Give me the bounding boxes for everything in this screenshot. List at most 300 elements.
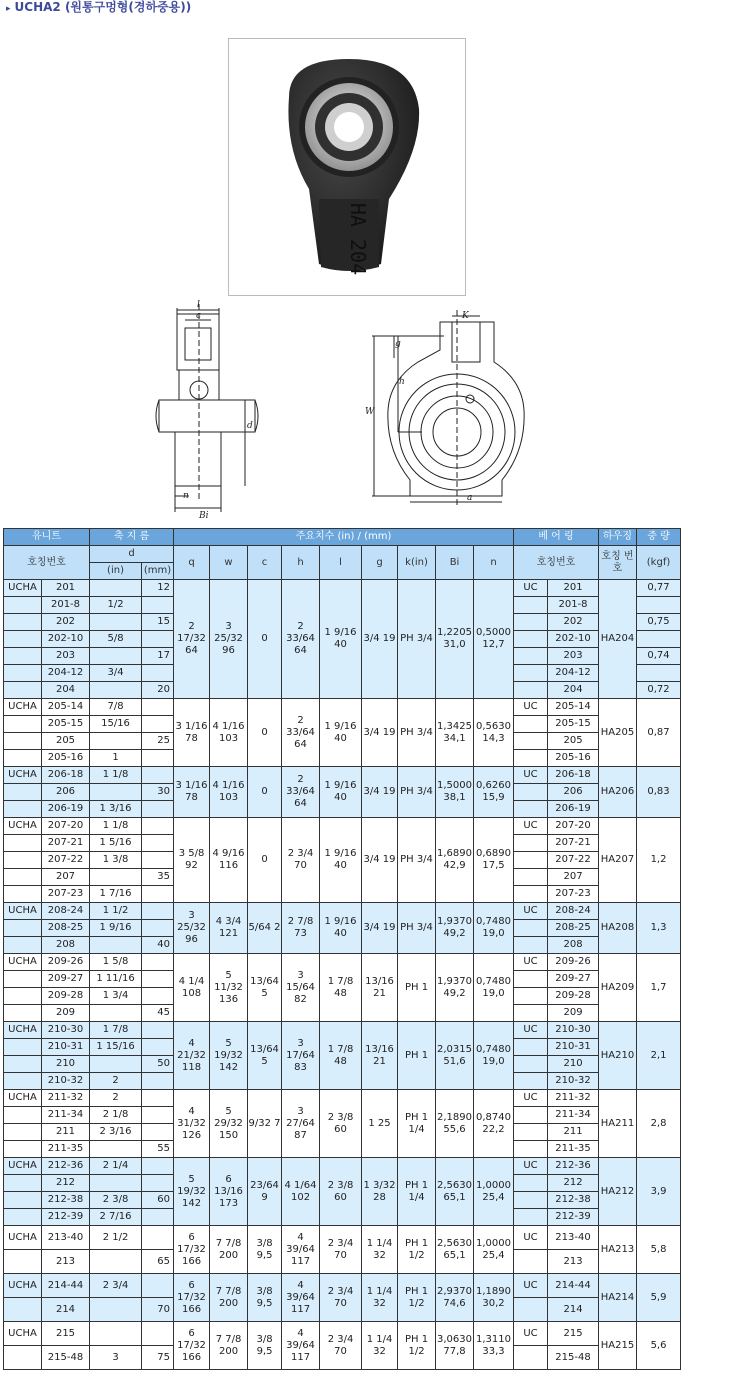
dim-g-cell: 3/4 19	[362, 818, 398, 903]
bearing-series-cell	[514, 1056, 548, 1073]
dim-w-cell: 4 1/16 103	[210, 767, 248, 818]
photo-stamp: HA 204	[346, 202, 370, 276]
bearing-number-cell: 207-23	[548, 886, 599, 903]
unit-group	[4, 954, 681, 1022]
shaft-in-cell: 2 1/2	[90, 1226, 142, 1250]
dim-h-cell: 2 33/64 64	[282, 580, 320, 699]
dim-l-cell: 2 3/4 70	[320, 1226, 362, 1274]
bearing-series-cell: UC	[514, 580, 548, 597]
label-k: K	[462, 311, 469, 321]
header-housing-no: 호칭 번호	[599, 546, 637, 580]
header-shaft: 축 지 름	[90, 529, 174, 546]
shaft-in-cell: 1 3/8	[90, 852, 142, 869]
bearing-series-cell	[514, 886, 548, 903]
dim-q-cell: 4 31/32 126	[174, 1090, 210, 1158]
dim-k-cell: PH 1 1/2	[398, 1226, 436, 1274]
dim-h-cell: 4 39/64 117	[282, 1274, 320, 1322]
unit-series-cell	[4, 1141, 42, 1158]
unit-number-cell: 205-16	[42, 750, 90, 767]
dim-w-cell: 3 25/32 96	[210, 580, 248, 699]
unit-number-cell: 204	[42, 682, 90, 699]
dim-w-cell: 7 7/8 200	[210, 1226, 248, 1274]
unit-number-cell: 210	[42, 1056, 90, 1073]
shaft-in-cell	[90, 1005, 142, 1022]
bearing-series-cell	[514, 665, 548, 682]
dim-h-cell: 4 39/64 117	[282, 1322, 320, 1370]
dim-l-cell: 2 3/8 60	[320, 1158, 362, 1226]
bearing-series-cell	[514, 1124, 548, 1141]
shaft-mm-cell	[142, 818, 174, 835]
dim-n-cell: 0,6890 17,5	[474, 818, 514, 903]
shaft-mm-cell	[142, 665, 174, 682]
unit-number-cell: 211-34	[42, 1107, 90, 1124]
dim-k-cell: PH 3/4	[398, 818, 436, 903]
bearing-series-cell	[514, 1107, 548, 1124]
dim-w-cell: 4 9/16 116	[210, 818, 248, 903]
unit-number-cell: 214-44	[42, 1274, 90, 1298]
dim-q-cell: 4 1/4 108	[174, 954, 210, 1022]
shaft-mm-cell	[142, 1209, 174, 1226]
dim-bi-cell: 1,9370 49,2	[436, 903, 474, 954]
bearing-number-cell: 204-12	[548, 665, 599, 682]
unit-series-cell	[4, 869, 42, 886]
dim-bi-cell: 1,2205 31,0	[436, 580, 474, 699]
header-bearing-no: 호칭번호	[514, 546, 599, 580]
header-col-g: g	[362, 546, 398, 580]
weight-cell: 1,3	[637, 903, 681, 954]
bearing-series-cell	[514, 920, 548, 937]
unit-number-cell: 202	[42, 614, 90, 631]
dim-c-cell: 3/8 9,5	[248, 1322, 282, 1370]
bearing-number-cell: 201-8	[548, 597, 599, 614]
unit-series-cell	[4, 648, 42, 665]
dim-k-cell: PH 1	[398, 954, 436, 1022]
shaft-in-cell: 1 3/16	[90, 801, 142, 818]
bearing-series-cell	[514, 631, 548, 648]
housing-number-cell: HA215	[599, 1322, 637, 1370]
unit-series-cell: UCHA	[4, 1226, 42, 1250]
header-col-k: k(in)	[398, 546, 436, 580]
dim-h-cell: 4 1/64 102	[282, 1158, 320, 1226]
unit-series-cell: UCHA	[4, 1090, 42, 1107]
unit-number-cell: 205-14	[42, 699, 90, 716]
shaft-in-cell	[90, 1175, 142, 1192]
dim-c-cell: 5/64 2	[248, 903, 282, 954]
weight-cell: 5,8	[637, 1226, 681, 1274]
bearing-number-cell: 214	[548, 1298, 599, 1322]
shaft-mm-cell	[142, 988, 174, 1005]
shaft-in-cell	[90, 1250, 142, 1274]
unit-series-cell	[4, 597, 42, 614]
dim-k-cell: PH 1 1/4	[398, 1090, 436, 1158]
bearing-number-cell: 210	[548, 1056, 599, 1073]
shaft-mm-cell	[142, 1107, 174, 1124]
dim-q-cell: 3 1/16 78	[174, 699, 210, 767]
header-col-q: q	[174, 546, 210, 580]
housing-number-cell: HA213	[599, 1226, 637, 1274]
bearing-number-cell: 206	[548, 784, 599, 801]
dim-l-cell: 1 9/16 40	[320, 580, 362, 699]
unit-number-cell: 207	[42, 869, 90, 886]
shaft-in-cell	[90, 580, 142, 597]
header-housing: 하우징	[599, 529, 637, 546]
bearing-number-cell: 213-40	[548, 1226, 599, 1250]
shaft-in-cell: 1 1/8	[90, 767, 142, 784]
shaft-in-cell: 7/8	[90, 699, 142, 716]
dim-l-cell: 1 9/16 40	[320, 818, 362, 903]
housing-number-cell: HA206	[599, 767, 637, 818]
shaft-in-cell: 1 1/8	[90, 818, 142, 835]
unit-series-cell	[4, 920, 42, 937]
header-col-c: c	[248, 546, 282, 580]
unit-series-cell	[4, 733, 42, 750]
shaft-mm-cell: 55	[142, 1141, 174, 1158]
bearing-number-cell: 203	[548, 648, 599, 665]
shaft-mm-cell	[142, 852, 174, 869]
bearing-number-cell: 201	[548, 580, 599, 597]
bearing-series-cell	[514, 1141, 548, 1158]
unit-series-cell	[4, 1209, 42, 1226]
unit-series-cell	[4, 1005, 42, 1022]
unit-number-cell: 210-32	[42, 1073, 90, 1090]
bearing-number-cell: 204	[548, 682, 599, 699]
weight-cell: 2,1	[637, 1022, 681, 1090]
housing-number-cell: HA209	[599, 954, 637, 1022]
header-in: (in)	[90, 563, 142, 580]
bearing-series-cell	[514, 1209, 548, 1226]
bearing-number-cell: 213	[548, 1250, 599, 1274]
shaft-mm-cell	[142, 886, 174, 903]
housing-number-cell: HA207	[599, 818, 637, 903]
dim-h-cell: 3 17/64 83	[282, 1022, 320, 1090]
shaft-mm-cell	[142, 1073, 174, 1090]
bearing-number-cell: 208-25	[548, 920, 599, 937]
dim-w-cell: 4 3/4 121	[210, 903, 248, 954]
shaft-in-cell: 5/8	[90, 631, 142, 648]
product-photo	[228, 38, 466, 296]
bearing-number-cell: 209-28	[548, 988, 599, 1005]
bearing-number-cell: 205-16	[548, 750, 599, 767]
weight-cell	[637, 597, 681, 614]
bearing-number-cell: 209-26	[548, 954, 599, 971]
dim-c-cell: 0	[248, 580, 282, 699]
bearing-series-cell	[514, 1175, 548, 1192]
unit-series-cell: UCHA	[4, 1158, 42, 1175]
header-bearing: 베 어 링	[514, 529, 599, 546]
dim-n-cell: 0,6260 15,9	[474, 767, 514, 818]
dim-q-cell: 3 5/8 92	[174, 818, 210, 903]
shaft-mm-cell: 35	[142, 869, 174, 886]
shaft-in-cell: 1 5/16	[90, 835, 142, 852]
shaft-in-cell: 3	[90, 1346, 142, 1370]
unit-series-cell: UCHA	[4, 1274, 42, 1298]
dim-bi-cell: 2,0315 51,6	[436, 1022, 474, 1090]
bearing-number-cell: 205-14	[548, 699, 599, 716]
shaft-mm-cell: 45	[142, 1005, 174, 1022]
bearing-number-cell: 210-30	[548, 1022, 599, 1039]
weight-cell: 0,83	[637, 767, 681, 818]
shaft-mm-cell: 20	[142, 682, 174, 699]
dim-k-cell: PH 1	[398, 1022, 436, 1090]
unit-series-cell: UCHA	[4, 699, 42, 716]
shaft-mm-cell	[142, 1124, 174, 1141]
front-view-drawing	[362, 310, 542, 510]
shaft-in-cell: 1 15/16	[90, 1039, 142, 1056]
weight-cell: 1,2	[637, 818, 681, 903]
unit-series-cell	[4, 886, 42, 903]
bearing-number-cell: 207	[548, 869, 599, 886]
unit-group	[4, 1158, 681, 1226]
dim-g-cell: 13/16 21	[362, 954, 398, 1022]
bearing-series-cell: UC	[514, 1226, 548, 1250]
unit-series-cell: UCHA	[4, 903, 42, 920]
bullet-icon: ▸	[6, 4, 11, 14]
dim-n-cell: 0,5000 12,7	[474, 580, 514, 699]
unit-group	[4, 818, 681, 903]
shaft-mm-cell	[142, 1090, 174, 1107]
shaft-in-cell: 2 3/16	[90, 1124, 142, 1141]
bearing-series-cell	[514, 716, 548, 733]
unit-series-cell: UCHA	[4, 954, 42, 971]
dim-l-cell: 1 9/16 40	[320, 699, 362, 767]
bearing-series-cell	[514, 801, 548, 818]
shaft-in-cell	[90, 648, 142, 665]
shaft-in-cell	[90, 869, 142, 886]
dim-n-cell: 0,8740 22,2	[474, 1090, 514, 1158]
dim-n-cell: 1,3110 33,3	[474, 1322, 514, 1370]
dim-c-cell: 0	[248, 699, 282, 767]
unit-number-cell: 207-23	[42, 886, 90, 903]
unit-number-cell: 202-10	[42, 631, 90, 648]
shaft-mm-cell: 65	[142, 1250, 174, 1274]
dim-w-cell: 5 11/32 136	[210, 954, 248, 1022]
unit-number-cell: 215	[42, 1322, 90, 1346]
shaft-in-cell	[90, 1056, 142, 1073]
dim-k-cell: PH 1 1/2	[398, 1274, 436, 1322]
bearing-series-cell	[514, 869, 548, 886]
bearing-series-cell: UC	[514, 767, 548, 784]
unit-number-cell: 208-25	[42, 920, 90, 937]
unit-series-cell	[4, 835, 42, 852]
shaft-mm-cell	[142, 750, 174, 767]
dim-c-cell: 0	[248, 767, 282, 818]
unit-number-cell: 211	[42, 1124, 90, 1141]
unit-number-cell: 209-27	[42, 971, 90, 988]
bearing-series-cell: UC	[514, 699, 548, 716]
header-col-n: n	[474, 546, 514, 580]
dim-k-cell: PH 3/4	[398, 767, 436, 818]
weight-cell: 0,72	[637, 682, 681, 699]
bearing-series-cell	[514, 937, 548, 954]
bearing-number-cell: 209	[548, 1005, 599, 1022]
dim-l-cell: 2 3/8 60	[320, 1090, 362, 1158]
header-weight: 중 량	[637, 529, 681, 546]
bearing-series-cell	[514, 733, 548, 750]
shaft-mm-cell	[142, 1158, 174, 1175]
weight-cell: 0,87	[637, 699, 681, 767]
unit-number-cell: 212-39	[42, 1209, 90, 1226]
bearing-number-cell: 202	[548, 614, 599, 631]
unit-number-cell: 205-15	[42, 716, 90, 733]
shaft-mm-cell	[142, 767, 174, 784]
label-bi: Bi	[199, 511, 209, 521]
dim-l-cell: 1 9/16 40	[320, 767, 362, 818]
unit-series-cell: UCHA	[4, 1322, 42, 1346]
dim-g-cell: 1 25	[362, 1090, 398, 1158]
dim-n-cell: 0,7480 19,0	[474, 1022, 514, 1090]
bearing-number-cell: 208-24	[548, 903, 599, 920]
unit-number-cell: 212	[42, 1175, 90, 1192]
dim-l-cell: 1 7/8 48	[320, 1022, 362, 1090]
shaft-in-cell: 2 1/4	[90, 1158, 142, 1175]
unit-number-cell: 208	[42, 937, 90, 954]
unit-number-cell: 212-36	[42, 1158, 90, 1175]
unit-number-cell: 206-18	[42, 767, 90, 784]
dim-q-cell: 6 17/32 166	[174, 1226, 210, 1274]
shaft-mm-cell: 50	[142, 1056, 174, 1073]
shaft-mm-cell	[142, 920, 174, 937]
label-n: n	[183, 491, 189, 501]
dim-c-cell: 23/64 9	[248, 1158, 282, 1226]
shaft-mm-cell: 15	[142, 614, 174, 631]
dim-g-cell: 13/16 21	[362, 1022, 398, 1090]
bearing-number-cell: 205	[548, 733, 599, 750]
unit-series-cell	[4, 716, 42, 733]
table-row	[4, 1226, 681, 1250]
unit-number-cell: 208-24	[42, 903, 90, 920]
bearing-number-cell: 206-19	[548, 801, 599, 818]
dim-c-cell: 3/8 9,5	[248, 1274, 282, 1322]
unit-group	[4, 1274, 681, 1322]
bearing-series-cell	[514, 614, 548, 631]
dim-l-cell: 2 3/4 70	[320, 1322, 362, 1370]
dim-h-cell: 2 3/4 70	[282, 818, 320, 903]
shaft-in-cell: 2	[90, 1073, 142, 1090]
unit-number-cell: 204-12	[42, 665, 90, 682]
table-row	[4, 580, 681, 597]
dim-bi-cell: 2,1890 55,6	[436, 1090, 474, 1158]
dim-h-cell: 2 33/64 64	[282, 699, 320, 767]
bearing-series-cell	[514, 852, 548, 869]
shaft-in-cell	[90, 937, 142, 954]
bearing-number-cell: 211	[548, 1124, 599, 1141]
weight-cell: 5,9	[637, 1274, 681, 1322]
bearing-series-cell	[514, 597, 548, 614]
dim-w-cell: 7 7/8 200	[210, 1322, 248, 1370]
header-col-bi: Bi	[436, 546, 474, 580]
unit-series-cell	[4, 1250, 42, 1274]
bearing-number-cell: 212-36	[548, 1158, 599, 1175]
dim-c-cell: 3/8 9,5	[248, 1226, 282, 1274]
unit-series-cell	[4, 1346, 42, 1370]
unit-number-cell: 210-30	[42, 1022, 90, 1039]
dim-bi-cell: 2,9370 74,6	[436, 1274, 474, 1322]
dim-c-cell: 9/32 7	[248, 1090, 282, 1158]
dim-n-cell: 0,7480 19,0	[474, 903, 514, 954]
dim-h-cell: 3 15/64 82	[282, 954, 320, 1022]
unit-number-cell: 213-40	[42, 1226, 90, 1250]
housing-number-cell: HA214	[599, 1274, 637, 1322]
shaft-in-cell: 1	[90, 750, 142, 767]
bearing-series-cell	[514, 1192, 548, 1209]
shaft-mm-cell: 75	[142, 1346, 174, 1370]
dim-g-cell: 1 1/4 32	[362, 1226, 398, 1274]
shaft-in-cell: 1 1/2	[90, 903, 142, 920]
dim-k-cell: PH 3/4	[398, 580, 436, 699]
dim-n-cell: 1,1890 30,2	[474, 1274, 514, 1322]
bearing-series-cell	[514, 1005, 548, 1022]
dim-c-cell: 0	[248, 818, 282, 903]
dim-h-cell: 4 39/64 117	[282, 1226, 320, 1274]
bearing-number-cell: 214-44	[548, 1274, 599, 1298]
shaft-mm-cell	[142, 801, 174, 818]
unit-group	[4, 1090, 681, 1158]
header-dims: 주요치수 (in) / (mm)	[174, 529, 514, 546]
unit-series-cell	[4, 1073, 42, 1090]
unit-group	[4, 1322, 681, 1370]
bearing-number-cell: 212-38	[548, 1192, 599, 1209]
unit-number-cell: 212-38	[42, 1192, 90, 1209]
bearing-number-cell: 207-21	[548, 835, 599, 852]
header-unit: 유니트	[4, 529, 90, 546]
unit-series-cell	[4, 1107, 42, 1124]
housing-number-cell: HA205	[599, 699, 637, 767]
unit-number-cell: 205	[42, 733, 90, 750]
dim-g-cell: 1 1/4 32	[362, 1322, 398, 1370]
shaft-mm-cell: 17	[142, 648, 174, 665]
page-title: ▸ UCHA2 (원통구멍형(경하중용))	[6, 0, 192, 14]
label-g: g	[395, 339, 401, 349]
unit-group	[4, 903, 681, 954]
side-view-drawing	[155, 300, 270, 522]
unit-number-cell: 213	[42, 1250, 90, 1274]
unit-number-cell: 210-31	[42, 1039, 90, 1056]
bearing-series-cell	[514, 835, 548, 852]
unit-number-cell: 211-35	[42, 1141, 90, 1158]
housing-number-cell: HA211	[599, 1090, 637, 1158]
bearing-series-cell: UC	[514, 818, 548, 835]
dim-w-cell: 5 19/32 142	[210, 1022, 248, 1090]
dim-w-cell: 4 1/16 103	[210, 699, 248, 767]
bearing-number-cell: 208	[548, 937, 599, 954]
dim-bi-cell: 1,6890 42,9	[436, 818, 474, 903]
bearing-series-cell: UC	[514, 954, 548, 971]
unit-series-cell	[4, 971, 42, 988]
dim-n-cell: 0,7480 19,0	[474, 954, 514, 1022]
dim-w-cell: 5 29/32 150	[210, 1090, 248, 1158]
label-d: d	[247, 421, 253, 431]
label-c: c	[196, 311, 202, 321]
shaft-mm-cell	[142, 699, 174, 716]
unit-number-cell: 206	[42, 784, 90, 801]
dim-n-cell: 0,5630 14,3	[474, 699, 514, 767]
unit-series-cell	[4, 852, 42, 869]
shaft-mm-cell	[142, 954, 174, 971]
unit-series-cell	[4, 631, 42, 648]
bearing-number-cell: 215	[548, 1322, 599, 1346]
bearing-series-cell	[514, 1346, 548, 1370]
dim-bi-cell: 2,5630 65,1	[436, 1158, 474, 1226]
dim-w-cell: 7 7/8 200	[210, 1274, 248, 1322]
shaft-mm-cell: 12	[142, 580, 174, 597]
unit-series-cell	[4, 614, 42, 631]
dim-l-cell: 1 7/8 48	[320, 954, 362, 1022]
bearing-number-cell: 207-20	[548, 818, 599, 835]
dim-bi-cell: 1,9370 49,2	[436, 954, 474, 1022]
table-row	[4, 903, 681, 920]
bearing-number-cell: 207-22	[548, 852, 599, 869]
dim-l-cell: 2 3/4 70	[320, 1274, 362, 1322]
